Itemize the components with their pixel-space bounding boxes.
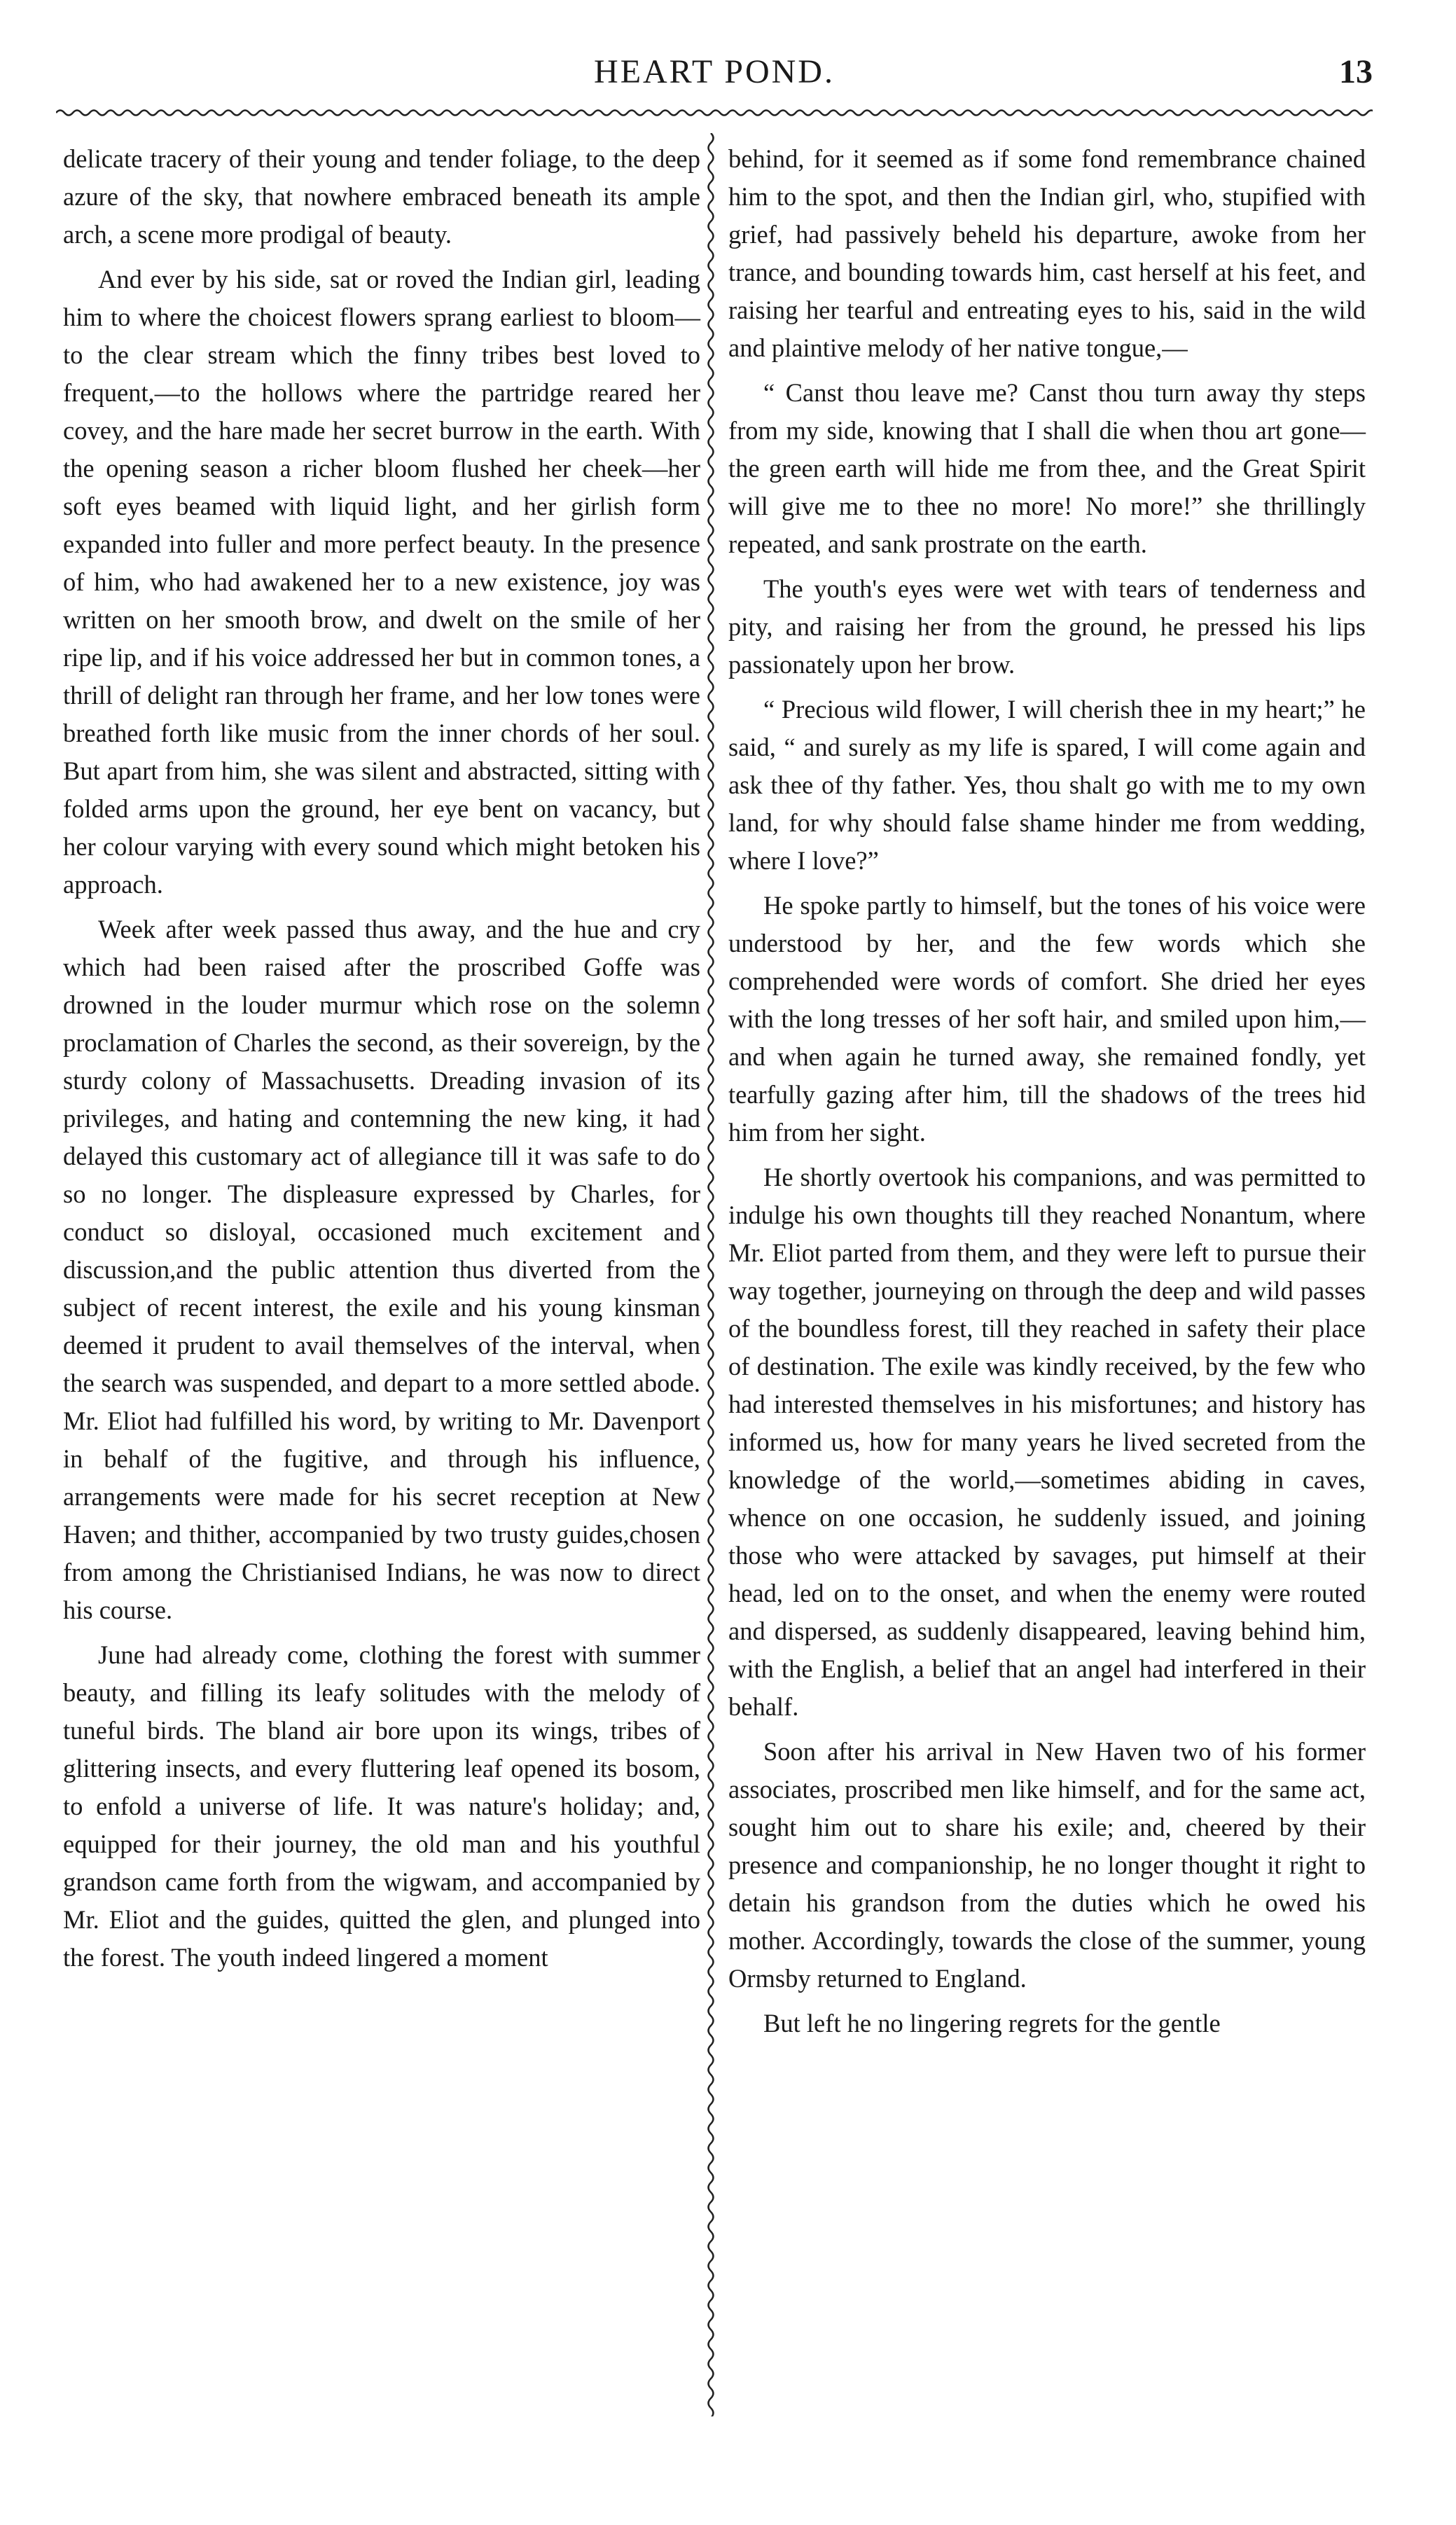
paragraph: behind, for it seemed as if some fond remembrance chained him to the spot, and then the Indian girl, who, stupified with grief, had passively beheld his departure, awoke from her trance, and bounding towards him, cast herself at his feet, and raising her tearful and entreating eyes to his, said in the wild and plaintive melody of her native tongue,— [728,144,1366,362]
paragraph: June had already come, clothing the forest with summer beauty, and filling its leafy solitudes with the melody of tuneful birds. The bland air bore upon its wings, tribes of glittering insects, and every fluttering leaf opened its bosom, to enfold a universe of life. It was nature's holiday; and, equipped for their journey, the old man and his youthful grandson came forth from the wigwam, and accompanied by Mr. Eliot and the guides, quitted the glen, and plunged into the forest. The youth indeed lingered a moment [63,1640,700,1972]
right-column [728,140,1366,2042]
paragraph: “ Precious wild flower, I will cherish thee in my heart;” he said, “ and surely as my life is spared, I will come again and ask thee of thy father. Yes, thou shalt go with me to my own land, for why should false shame hinder me from wedding, where I love?” [728,695,1366,875]
paragraph: And ever by his side, sat or roved the Indian girl, leading him to where the choicest flowers sprang earliest to bloom—to the clear stream which the finny tribes best loved to frequent,—to the hollows where the partridge reared her covey, and the hare made her secret burrow in the earth. With the opening season a richer bloom flushed her cheek—her soft eyes beamed with liquid light, and her girlish form expanded into fuller and more perfect beauty. In the presence of him, who had awakened her to a new existence, joy was written on her smooth brow, and dwelt on the smile of her ripe lip, and if his voice addressed her but in common tones, a thrill of delight ran through her frame, and her low tones were breathed forth like music from the inner chords of her soul. But apart from him, she was silent and abstracted, sitting with folded arms upon the ground, her eye bent on vacancy, but her colour varying with every sound which might betoken his approach. [63,265,700,899]
paragraph: Soon after his arrival in New Haven two of his former associates, proscribed men like himself, and for the same act, sought him out to share his exile; and, cheered by their presence and companionship, he no longer thought it right to detain his grandson from the duties which he owed his mother. Accordingly, towards the close of the summer, young Ormsby returned to England. [728,1737,1366,1993]
left-column [63,140,700,1977]
page-number: 13 [1339,53,1373,90]
wavy-column-divider [700,133,721,2416]
paragraph: The youth's eyes were wet with tears of tenderness and pity, and raising her from the ground, he pressed his lips passionately upon her brow. [728,574,1366,679]
paragraph: He shortly overtook his companions, and was permitted to indulge his own thoughts till they reached Nonantum, where Mr. Eliot parted from them, and they were left to pursue their way together, journeying on through the deep and wild passes of the boundless forest, till they reached in safety their place of destination. The exile was kindly received, by the few who had interested themselves in his misfortunes; and history has informed us, how for many years he lived secreted from the knowledge of the world,—sometimes abiding in caves, whence on one occasion, he suddenly issued, and joining those who were attacked by savages, put himself at their head, led on to the onset, and when the enemy were routed and dispersed, as suddenly disappeared, leaving behind him, with the English, a belief that an angel had interfered in their behalf. [728,1163,1366,1721]
paragraph: He spoke partly to himself, but the tones of his voice were understood by her, and the few words which she comprehended were words of comfort. She dried her eyes with the long tresses of her soft hair, and smiled upon him,—and when again he turned away, she remained fondly, yet tearfully gazing after him, till the shadows of the trees hid him from her sight. [728,891,1366,1147]
paragraph: Week after week passed thus away, and the hue and cry which had been raised after the proscribed Goffe was drowned in the louder murmur which rose on the solemn proclamation of Charles the second, as their sovereign, by the sturdy colony of Massachusetts. Dreading invasion of its privileges, and hating and contemning the new king, it had delayed this customary act of allegiance till it was safe to do so no longer. The displeasure expressed by Charles, for conduct so disloyal, occasioned much excitement and discussion,and the public attention thus diverted from the subject of recent interest, the exile and his young kinsman deemed it prudent to avail themselves of the interval, when the search was suspended, and depart to a more settled abode. Mr. Eliot had fulfilled his word, by writing to Mr. Davenport in behalf of the fugitive, and through his influence, arrangements were made for his secret reception at New Haven; and thither, accompanied by two trusty guides,chosen from among the Christianised Indians, he was now to direct his course. [63,915,700,1624]
paragraph: delicate tracery of their young and tender foliage, to the deep azure of the sky, that nowhere embraced beneath its ample arch, a scene more prodigal of beauty. [63,144,700,249]
page-title: HEART POND. [594,53,835,90]
wavy-header-rule [56,105,1373,120]
paragraph: “ Canst thou leave me? Canst thou turn away thy steps from my side, knowing that I shall die when thou art gone—the green earth will hide me from thee, and the Great Spirit will give me to thee no more! No more!” she thrillingly repeated, and sank prostrate on the earth. [728,378,1366,558]
running-head [56,53,1373,109]
paragraph: But left he no lingering regrets for the gentle [763,2009,1221,2038]
